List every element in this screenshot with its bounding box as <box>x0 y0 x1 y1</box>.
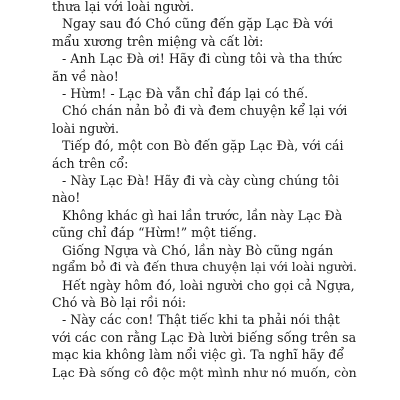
text-line: ách trên cổ: <box>52 155 129 171</box>
text-line: - Anh Lạc Đà ơi! Hãy đi cùng tôi và tha thức <box>62 51 343 67</box>
text-line: mẩu xương trên miệng và cất lời: <box>52 33 264 49</box>
text-line: mạc kia không làm nổi việc gì. Ta nghĩ hãy để <box>52 347 345 363</box>
text-line: - Này Lạc Đà! Hãy đi và cày cùng chúng tôi <box>62 173 340 189</box>
text-line: loài người. <box>52 120 120 136</box>
text-line: Ngay sau đó Chó cũng đến gặp Lạc Đà với <box>62 16 333 32</box>
text-line: với các con rằng Lạc Đà lười biếng sống trên sa <box>52 329 357 345</box>
text-line: Không khác gì hai lần trước, lần này Lạc Đà <box>62 207 343 223</box>
story-text-block <box>52 0 357 381</box>
text-line: Lạc Đà sống cô độc một mình như nó muốn, còn <box>52 364 357 380</box>
text-line: Tiếp đó, một con Bò đến gặp Lạc Đà, với cái <box>62 138 344 154</box>
text-line: Chó chán nản bỏ đi và đem chuyện kể lại với <box>62 103 348 119</box>
text-line: Chó và Bò lại rồi nói: <box>52 294 187 310</box>
text-line: - Hừm! - Lạc Đà vẫn chỉ đáp lại có thế. <box>62 86 309 102</box>
text-line: nào! <box>52 190 81 206</box>
text-line: ăn về nào! <box>52 68 119 84</box>
text-line: ngẩm bỏ đi và đến thưa chuyện lại với loài người. <box>52 260 357 275</box>
text-line: cũng chỉ đáp “Hừm!” một tiếng. <box>52 225 257 241</box>
text-line: - Này các con! Thật tiếc khi ta phải nói thật <box>62 312 340 328</box>
text-line: Giống Ngựa và Chó, lần này Bò cũng ngán <box>62 242 334 258</box>
text-line: Hết ngày hôm đó, loài người cho gọi cả Ngựa, <box>62 277 355 293</box>
text-line: thưa lại với loài người. <box>52 0 195 14</box>
